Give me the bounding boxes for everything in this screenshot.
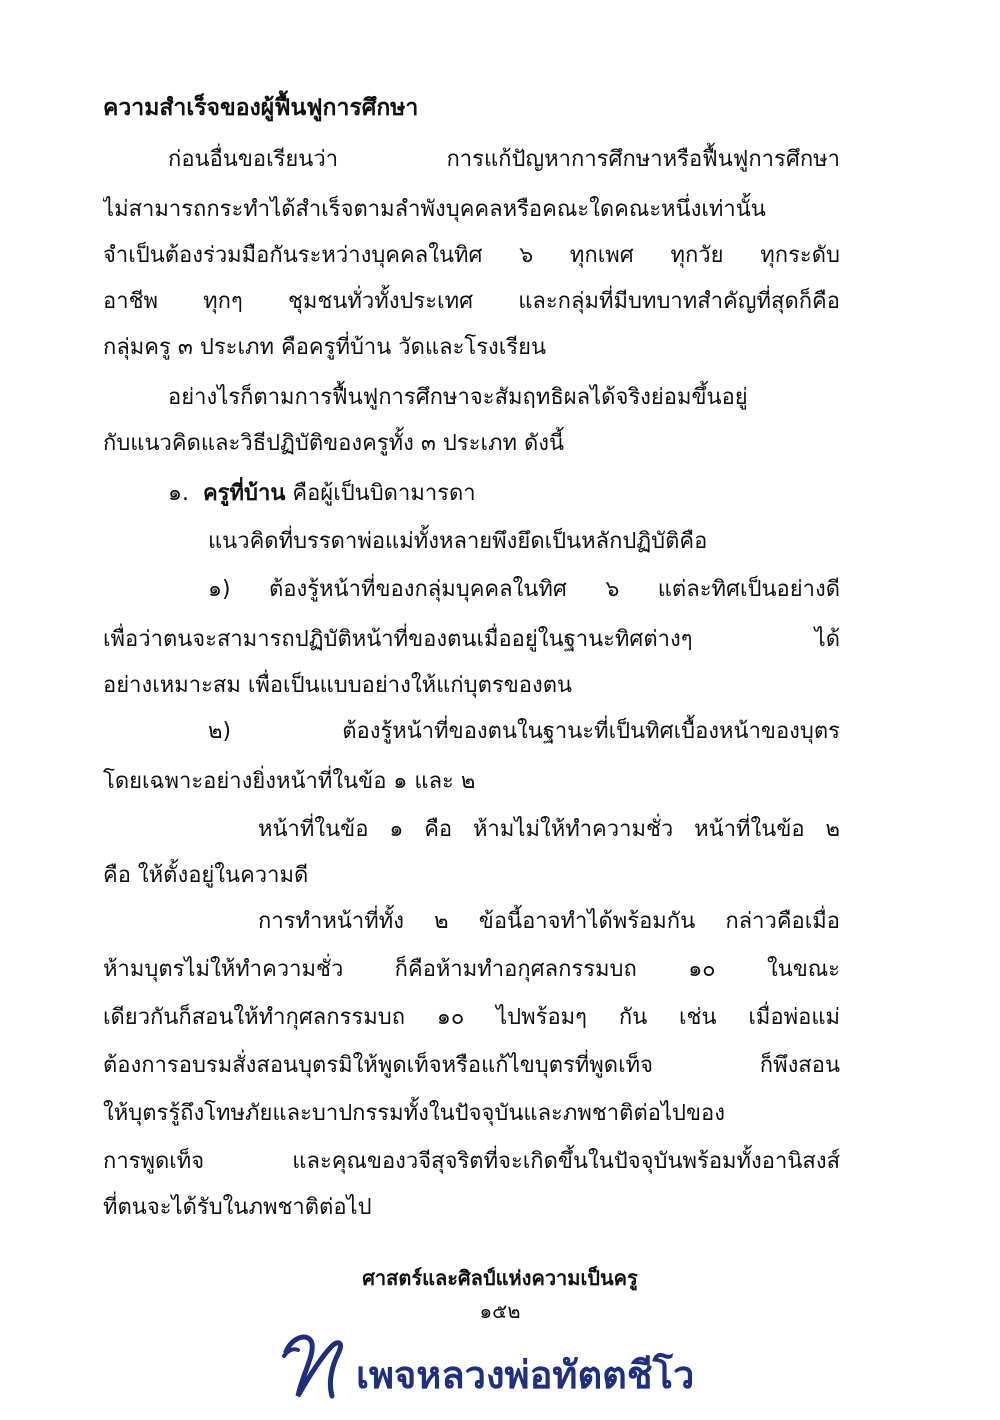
text-line: ให้บุตรรู้ถึงโทษภัยและบาปกรรมทั้งในปัจจุบันและภพชาติต่อไปของ xyxy=(103,1101,725,1126)
text-line: โดยเฉพาะอย่างยิ่งหน้าที่ในข้อ ๑ และ ๒ xyxy=(103,769,476,794)
text-line: หน้าที่ในข้อ ๑ คือ ห้ามไม่ให้ทำความชั่ว หน้าที่ในข้อ ๒ xyxy=(258,817,840,842)
text-line: ไม่สามารถกระทำได้สำเร็จตามลำพังบุคคลหรือคณะใดคณะหนึ่งเท่านั้น xyxy=(103,197,766,222)
text-line: จำเป็นต้องร่วมมือกันระหว่างบุคคลในทิศ ๖ ทุกเพศ ทุกวัย ทุกระดับ xyxy=(103,243,840,268)
list-item-term: ครูที่บ้าน xyxy=(202,481,286,506)
text-line: เพื่อว่าตนจะสามารถปฏิบัติหน้าที่ของตนเมื่ออยู่ในฐานะทิศต่างๆ ได้ xyxy=(103,627,840,652)
text-line: ต้องการอบรมสั่งสอนบุตรมิให้พูดเท็จหรือแก้ไขบุตรที่พูดเท็จ ก็พึงสอน xyxy=(103,1053,840,1078)
text-line: ห้ามบุตรไม่ให้ทำความชั่ว ก็คือห้ามทำอกุศลกรรมบถ ๑๐ ในขณะ xyxy=(103,957,840,982)
text-line: อย่างไรก็ตามการฟื้นฟูการศึกษาจะสัมฤทธิผลได้จริงย่อมขึ้นอยู่ xyxy=(168,385,748,410)
list-item-1 xyxy=(168,474,840,514)
list-item-number: ๑. xyxy=(168,481,189,506)
brand-logo xyxy=(278,1326,738,1406)
text-line: ที่ตนจะได้รับในภพชาติต่อไป xyxy=(103,1195,372,1220)
brand-name: เพจหลวงพ่อทัตตชีโว xyxy=(356,1353,695,1397)
text-line: กับแนวคิดและวิธีปฏิบัติของครูทั้ง ๓ ประเภท ดังนี้ xyxy=(103,431,565,456)
text-line: อาชีพ ทุกๆ ชุมชนทั่วทั้งประเทศ และกลุ่มที่มีบทบาทสำคัญที่สุดก็คือ xyxy=(103,289,840,314)
text-line: ๒) ต้องรู้หน้าที่ของตนในฐานะที่เป็นทิศเบื้องหน้าของบุตร xyxy=(208,719,840,744)
list-item-definition: คือผู้เป็นบิดามารดา xyxy=(292,481,476,506)
text-line: ๑) ต้องรู้หน้าที่ของกลุ่มบุคคลในทิศ ๖ แต่ละทิศเป็นอย่างดี xyxy=(208,577,840,602)
text-line: คือ ให้ตั้งอยู่ในความดี xyxy=(103,863,309,888)
text-line: การทำหน้าที่ทั้ง ๒ ข้อนี้อาจทำได้พร้อมกัน กล่าวคือเมื่อ xyxy=(258,909,840,934)
text-line: แนวคิดที่บรรดาพ่อแม่ทั้งหลายพึงยึดเป็นหลักปฏิบัติคือ xyxy=(208,529,708,554)
section-heading: ความสำเร็จของผู้ฟื้นฟูการศึกษา xyxy=(103,95,419,121)
swoosh-logo-icon xyxy=(278,1326,368,1406)
text-line: เดียวกันก็สอนให้ทำกุศลกรรมบถ ๑๐ ไปพร้อมๆ กัน เช่น เมื่อพ่อแม่ xyxy=(103,1005,840,1030)
text-line: กลุ่มครู ๓ ประเภท คือครูที่บ้าน วัดและโรงเรียน xyxy=(103,335,547,360)
text-line: การพูดเท็จ และคุณของวจีสุจริตที่จะเกิดขึ้นในปัจจุบันพร้อมทั้งอานิสงส์ xyxy=(103,1149,840,1174)
book-title: ศาสตร์และศิลป์แห่งความเป็นครู xyxy=(362,1266,638,1290)
text-line: อย่างเหมาะสม เพื่อเป็นแบบอย่างให้แก่บุตรของตน xyxy=(103,673,573,698)
page-number: ๑๕๒ xyxy=(479,1299,521,1323)
text-line: ก่อนอื่นขอเรียนว่า การแก้ปัญหาการศึกษาหรือฟื้นฟูการศึกษา xyxy=(168,147,840,172)
